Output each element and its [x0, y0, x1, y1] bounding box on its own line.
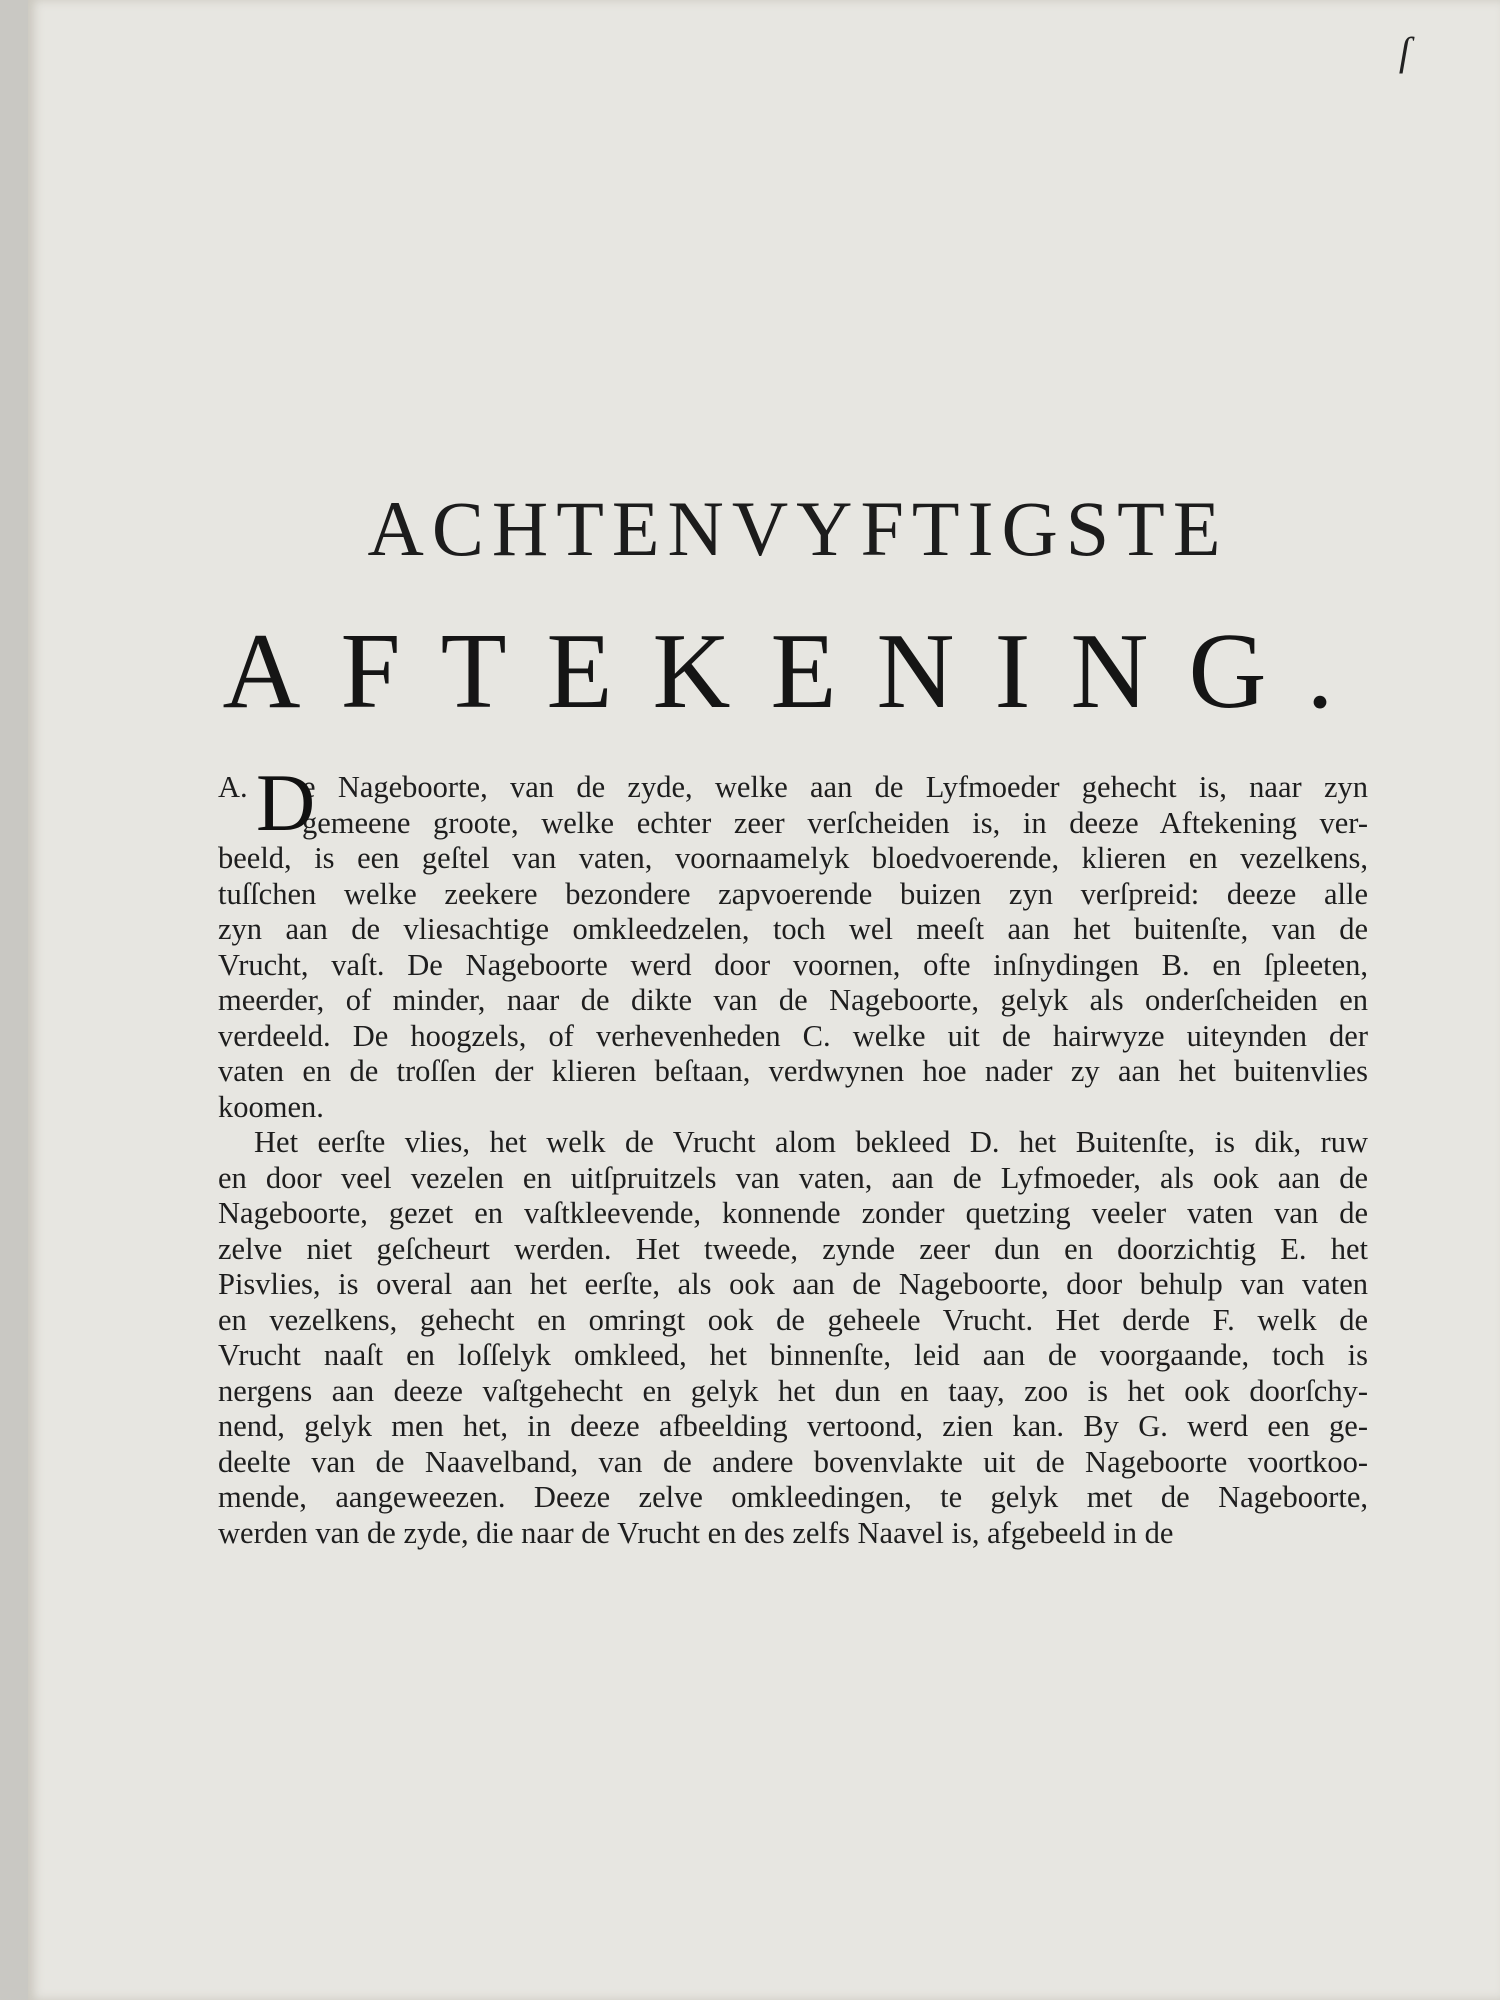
text-line: vaten en de troſſen der klieren beſtaan, verdwynen hoe nader zy aan het buitenvlies — [218, 1054, 1368, 1088]
drop-cap: D — [256, 757, 316, 848]
title-line-2: AFTEKENING. — [222, 612, 1374, 731]
text-line: meerder, of minder, naar de dikte van de Nageboorte, gelyk als onderſcheiden en — [218, 983, 1368, 1017]
text-line: zyn aan de vliesachtige omkleedzelen, toch wel meeſt aan het buitenſte, van de — [218, 912, 1368, 946]
text-line: Vrucht, vaſt. De Nageboorte werd door voornen, ofte inſnydingen B. en ſpleeten, — [218, 947, 1368, 982]
text-line: beeld, is een geſtel van vaten, voornaamelyk bloedvoerende, klieren en vezelkens, — [218, 841, 1368, 875]
text-line: verdeeld. De hoogzels, of verhevenheden C. welke uit de hairwyze uiteynden der — [218, 1018, 1368, 1053]
text-line: Pisvlies, is overal aan het eerſte, als ook aan de Nageboorte, door behulp van vaten — [218, 1267, 1368, 1301]
text-line: mende, aangeweezen. Deeze zelve omkleedingen, te gelyk met de Nageboorte, — [218, 1480, 1368, 1514]
text-line: en vezelkens, gehecht en omringt ook de geheele Vrucht. Het derde F. welk de — [218, 1302, 1368, 1337]
corner-mark: ſ — [1398, 29, 1410, 74]
text-line: zelve niet geſcheurt werden. Het tweede, zynde zeer dun en doorzichtig E. het — [218, 1231, 1368, 1266]
paragraph-marker: A. — [218, 770, 248, 804]
paragraph-2 — [218, 1125, 1368, 1551]
text-line: Het eerſte vlies, het welk de Vrucht alom bekleed D. het Buitenſte, is dik, ruw — [254, 1125, 1368, 1159]
text-line: gemeene groote, welke echter zeer verſcheiden is, in deeze Aftekening ver- — [302, 805, 1368, 840]
paragraph-1 — [218, 757, 1368, 1125]
text-line: nend, gelyk men het, in deeze afbeelding vertoond, zien kan. By G. werd een ge- — [218, 1409, 1368, 1443]
text-line: Nageboorte, gezet en vaſtkleevende, konnende zonder quetzing veeler vaten van de — [218, 1196, 1368, 1230]
text-line: en door veel vezelen en uitſpruitzels van vaten, aan de Lyfmoeder, als ook aan de — [218, 1160, 1368, 1195]
body-text — [218, 757, 1368, 1551]
text-line: werden van de zyde, die naar de Vrucht en des zelfs Naavel is, afgebeeld in de — [218, 1515, 1174, 1550]
text-line: tuſſchen welke zeekere bezondere zapvoerende buizen zyn verſpreid: deeze alle — [218, 876, 1368, 911]
text-line: e Nageboorte, van de zyde, welke aan de Lyfmoeder gehecht is, naar zyn — [302, 770, 1368, 804]
text-line: Vrucht naaſt en loſſelyk omkleed, het binnenſte, leid aan de voorgaande, toch is — [218, 1338, 1368, 1372]
text-line: nergens aan deeze vaſtgehecht en gelyk het dun en taay, zoo is het ook doorſchy- — [218, 1373, 1368, 1408]
text-line: deelte van de Naavelband, van de andere bovenvlakte uit de Nageboorte voortkoo- — [218, 1444, 1368, 1479]
book-page — [28, 0, 1500, 2000]
text-line: koomen. — [218, 1089, 324, 1124]
title-line-1: ACHTENVYFTIGSTE — [367, 485, 1229, 572]
